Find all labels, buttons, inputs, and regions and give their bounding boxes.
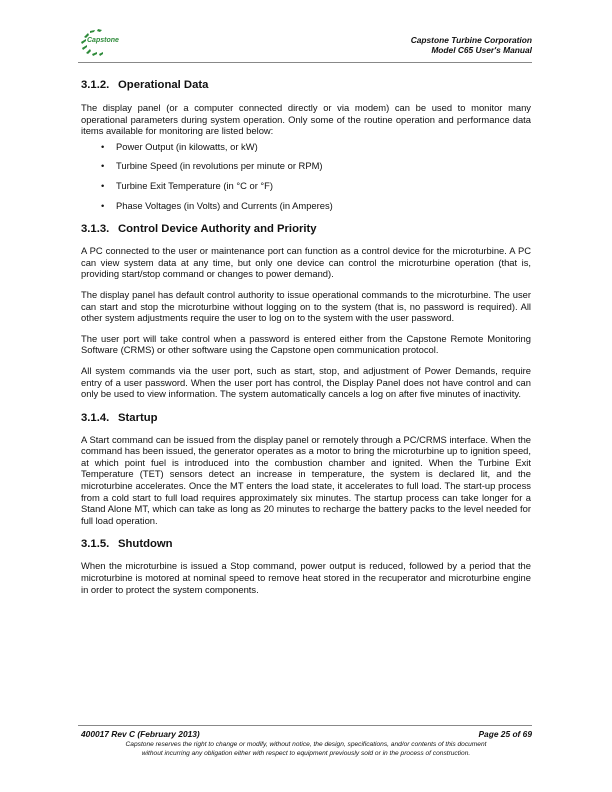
bullet-list xyxy=(81,141,531,211)
header-title-block xyxy=(411,35,532,55)
paragraph: A Start command can be issued from the display panel or remotely through a PC/CRMS interface. When the command has been issued, the generator operates as a motor to bring the microturbine up to ignition speed, at which point fuel is introduced into the combustion chamber and ignited. When the Turbine Exit Temperature (TET) sensors detect an increase in temperature, the system is declared lit, and the microturbine accelerates. Once the MT enters the load state, it accelerates to full load. The start-up process from a cold start to full load requires approximately six minutes. The startup process can take longer for a Stand Alone MT, which can take as long as 20 minutes to recharge the battery packs to the level needed for full load operation. xyxy=(81,433,531,526)
list-item: • Phase Voltages (in Volts) and Currents (in Amperes) xyxy=(81,200,531,212)
company-name: Capstone Turbine Corporation xyxy=(410,35,532,45)
paragraph: The display panel has default control authority to issue operational commands to the microturbine. The user can start and stop the microturbine without logging on to the system (that is, no password is required). All other system adjustments require the user to log on to the system with the user password. xyxy=(81,288,531,324)
section-number: 3.1.4. xyxy=(81,411,110,424)
section-number: 3.1.2. xyxy=(81,79,110,91)
document-number: 400017 Rev C (February 2013) xyxy=(81,729,200,739)
paragraph: The user port will take control when a password is entered either from the Capstone Remote Monitoring Software (CRMS) or other software using the Capstone open communication protocol. xyxy=(81,332,531,356)
header-divider xyxy=(78,62,532,63)
section-heading-shutdown xyxy=(81,537,531,551)
logo-wordmark: Capstone xyxy=(87,37,119,44)
disclaimer-line: without incurring any obligation either with respect to equipment previously sold or in the process of construction. xyxy=(141,750,471,757)
section-title: Startup xyxy=(118,411,158,424)
section-heading-operational-data xyxy=(81,78,531,92)
disclaimer-line: Capstone reserves the right to change or modify, without notice, the design, specifications, and/or contents of this document xyxy=(125,741,487,748)
list-item: • Turbine Speed (in revolutions per minute or RPM) xyxy=(81,160,531,172)
section-number: 3.1.5. xyxy=(81,538,110,551)
section-heading-startup xyxy=(81,411,531,425)
section-number: 3.1.3. xyxy=(81,223,110,236)
paragraph: The display panel (or a computer connected directly or via modem) can be used to monitor many operational parameters during system operation. Only some of the routine operation and performance data items available for monitoring are listed below: xyxy=(81,102,531,137)
paragraph: All system commands via the user port, such as start, stop, and adjustment of Power Demands, require entry of a user password. When the user port has control, the Display Panel does not have control and can only be used to view information. The system automatically cancels a log on after five minutes of inactivity. xyxy=(81,364,531,400)
list-item: • Power Output (in kilowatts, or kW) xyxy=(81,141,531,153)
footer-divider xyxy=(78,725,532,726)
paragraph: When the microturbine is issued a Stop command, power output is reduced, followed by a period that the microturbine is motored at nominal speed to remove heat stored in the recuperator and microturbine engine in order to protect the system components. xyxy=(81,560,531,595)
page-number: Page 25 of 69 xyxy=(478,729,532,739)
manual-title: Model C65 User's Manual xyxy=(431,45,532,55)
section-title: Shutdown xyxy=(118,538,173,551)
section-title: Operational Data xyxy=(118,79,209,91)
page-body xyxy=(81,78,531,595)
section-title: Control Device Authority and Priority xyxy=(118,223,317,236)
paragraph: A PC connected to the user or maintenance port can function as a control device for the microturbine. A PC can view system data at any time, but only one device can control the microturbine operation (that is, providing start/stop command or changes to power demand). xyxy=(81,245,531,280)
list-item: • Turbine Exit Temperature (in °C or °F) xyxy=(81,180,531,192)
footer-disclaimer xyxy=(81,740,531,758)
section-heading-control-device-authority xyxy=(81,222,531,236)
